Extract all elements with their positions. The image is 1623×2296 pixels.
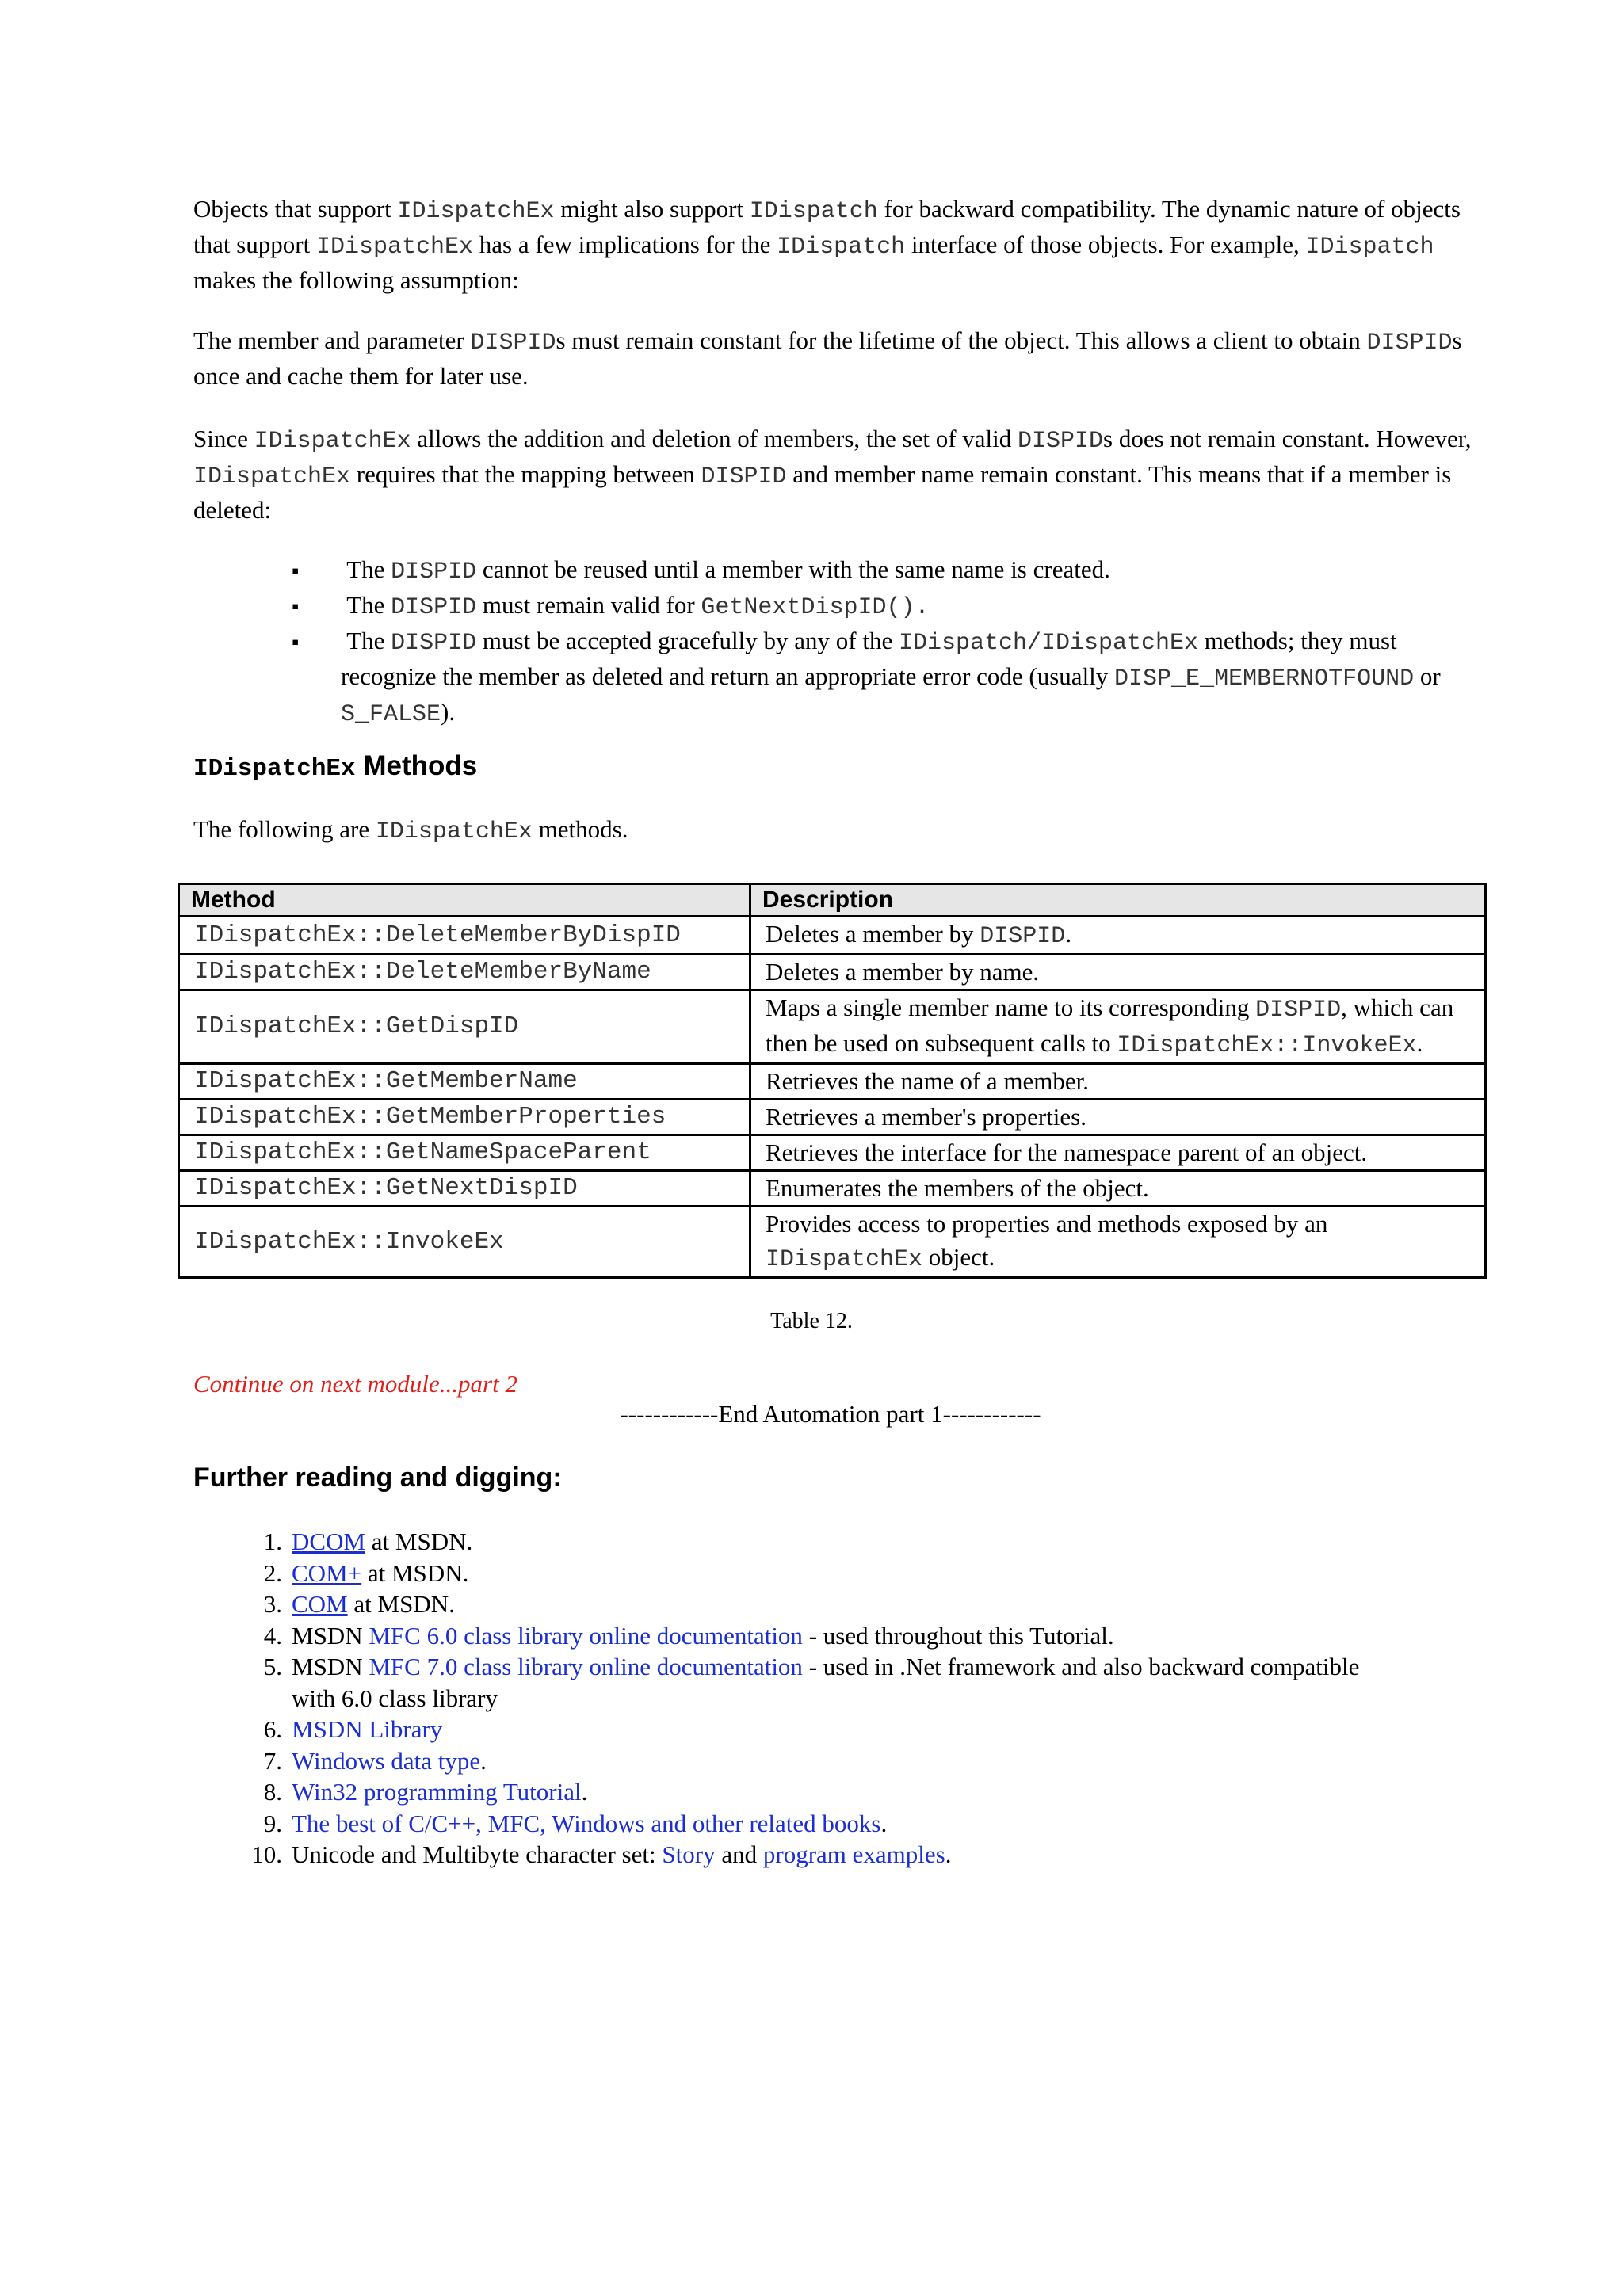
method-name: IDispatchEx::GetMemberName xyxy=(179,1064,750,1100)
table-row xyxy=(179,1064,1486,1100)
method-description: Deletes a member by DISPID. xyxy=(750,917,1486,955)
method-description: Enumerates the members of the object. xyxy=(750,1171,1486,1207)
list-item: 8. Win32 programming Tutorial. xyxy=(263,1778,588,1806)
link-story[interactable]: Story xyxy=(662,1840,716,1868)
table-row xyxy=(179,1171,1486,1207)
column-header-method: Method xyxy=(179,884,750,917)
intro-paragraph-1: Objects that support IDispatchEx might also support IDispatch for backward compatibility. The dynamic nature of objects that support IDispatchEx has a few implications for the IDispatch interface of those objects. For example, IDispatch makes the following assumption: xyxy=(193,195,1461,294)
method-description: Retrieves a member's properties. xyxy=(750,1100,1486,1135)
link-best-books[interactable]: The best of C/C++, MFC, Windows and other related books xyxy=(292,1809,881,1837)
method-name: IDispatchEx::GetNameSpaceParent xyxy=(179,1135,750,1171)
bullet-square-icon: ▪ xyxy=(292,631,300,654)
method-name: IDispatchEx::GetDispID xyxy=(179,990,750,1064)
bullet-square-icon: ▪ xyxy=(292,559,300,582)
further-reading-heading: Further reading and digging: xyxy=(193,1463,562,1493)
method-name: IDispatchEx::DeleteMemberByName xyxy=(179,955,750,990)
continue-note: Continue on next module...part 2 xyxy=(193,1370,517,1398)
link-mfc6-docs[interactable]: MFC 6.0 class library online documentation xyxy=(369,1621,803,1650)
list-item: ▪ The DISPID must be accepted gracefully by any of the IDispatch/IDispatchEx methods; they must recognize the member as deleted and return an appropriate error code (usually DISP_E_MEMBERNOTFOUND or S_FALSE). xyxy=(292,627,1441,728)
method-name: IDispatchEx::DeleteMemberByDispID xyxy=(179,917,750,955)
method-description: Retrieves the name of a member. xyxy=(750,1064,1486,1100)
list-item: 5. MSDN MFC 7.0 class library online documentation - used in .Net framework and also backward compatible with 6.0 class library xyxy=(263,1653,1360,1712)
method-description: Deletes a member by name. xyxy=(750,955,1486,990)
list-item: 3. COM at MSDN. xyxy=(263,1590,455,1618)
table-row xyxy=(179,955,1486,990)
method-description: Retrieves the interface for the namespace parent of an object. xyxy=(750,1135,1486,1171)
table-row xyxy=(179,990,1486,1064)
link-windows-data-type[interactable]: Windows data type xyxy=(292,1746,481,1775)
list-item: ▪ The DISPID must remain valid for GetNextDispID(). xyxy=(292,589,1496,624)
list-item: ▪ The DISPID cannot be reused until a member with the same name is created. xyxy=(292,553,1496,589)
link-program-examples[interactable]: program examples xyxy=(762,1840,945,1868)
list-item: 7. Windows data type. xyxy=(263,1746,487,1775)
further-reading-list xyxy=(238,1526,1395,1871)
column-header-description: Description xyxy=(750,884,1486,917)
table-row xyxy=(179,1100,1486,1135)
list-item: 10. Unicode and Multibyte character set: Story and program examples. xyxy=(251,1840,952,1868)
link-dcom[interactable]: DCOM xyxy=(292,1527,366,1555)
link-com[interactable]: COM xyxy=(292,1590,348,1618)
methods-table xyxy=(178,883,1487,1279)
table-caption: Table 12. xyxy=(770,1309,853,1333)
intro-paragraph-3: Since IDispatchEx allows the addition and deletion of members, the set of valid DISPIDs does not remain constant. However, IDispatchEx requires that the mapping between DISPID and member name remain constant. This means that if a member is deleted: xyxy=(193,425,1472,524)
list-item: 2. COM+ at MSDN. xyxy=(263,1558,469,1587)
link-com-plus[interactable]: COM+ xyxy=(292,1558,362,1587)
end-marker: ------------End Automation part 1------------ xyxy=(620,1400,1041,1428)
table-row xyxy=(179,917,1486,955)
list-item: 1. DCOM at MSDN. xyxy=(263,1527,473,1555)
link-msdn-library[interactable]: MSDN Library xyxy=(292,1715,443,1743)
method-name: IDispatchEx::GetMemberProperties xyxy=(179,1100,750,1135)
list-item: 4. MSDN MFC 6.0 class library online documentation - used throughout this Tutorial. xyxy=(263,1621,1114,1650)
method-name: IDispatchEx::InvokeEx xyxy=(179,1207,750,1278)
deletion-rules-list xyxy=(292,553,1496,731)
table-row xyxy=(179,1135,1486,1171)
link-mfc7-docs[interactable]: MFC 7.0 class library online documentation xyxy=(369,1653,803,1680)
section-heading: IDispatchEx Methods xyxy=(193,750,478,783)
method-description: Maps a single member name to its corresponding DISPID, which can then be used on subsequent calls to IDispatchEx::InvokeEx. xyxy=(750,990,1486,1064)
table-header-row xyxy=(179,884,1486,917)
method-name: IDispatchEx::GetNextDispID xyxy=(179,1171,750,1207)
link-win32-tutorial[interactable]: Win32 programming Tutorial xyxy=(292,1778,582,1806)
list-item: 9. The best of C/C++, MFC, Windows and other related books. xyxy=(263,1809,888,1837)
method-description: Provides access to properties and methods exposed by an IDispatchEx object. xyxy=(750,1207,1486,1278)
table-intro: The following are IDispatchEx methods. xyxy=(193,815,628,845)
list-item: 6. MSDN Library xyxy=(263,1715,443,1743)
bullet-square-icon: ▪ xyxy=(292,595,300,618)
table-row xyxy=(179,1207,1486,1278)
intro-paragraph-2: The member and parameter DISPIDs must remain constant for the lifetime of the object. This allows a client to obtain DISPIDs once and cache them for later use. xyxy=(193,326,1462,390)
